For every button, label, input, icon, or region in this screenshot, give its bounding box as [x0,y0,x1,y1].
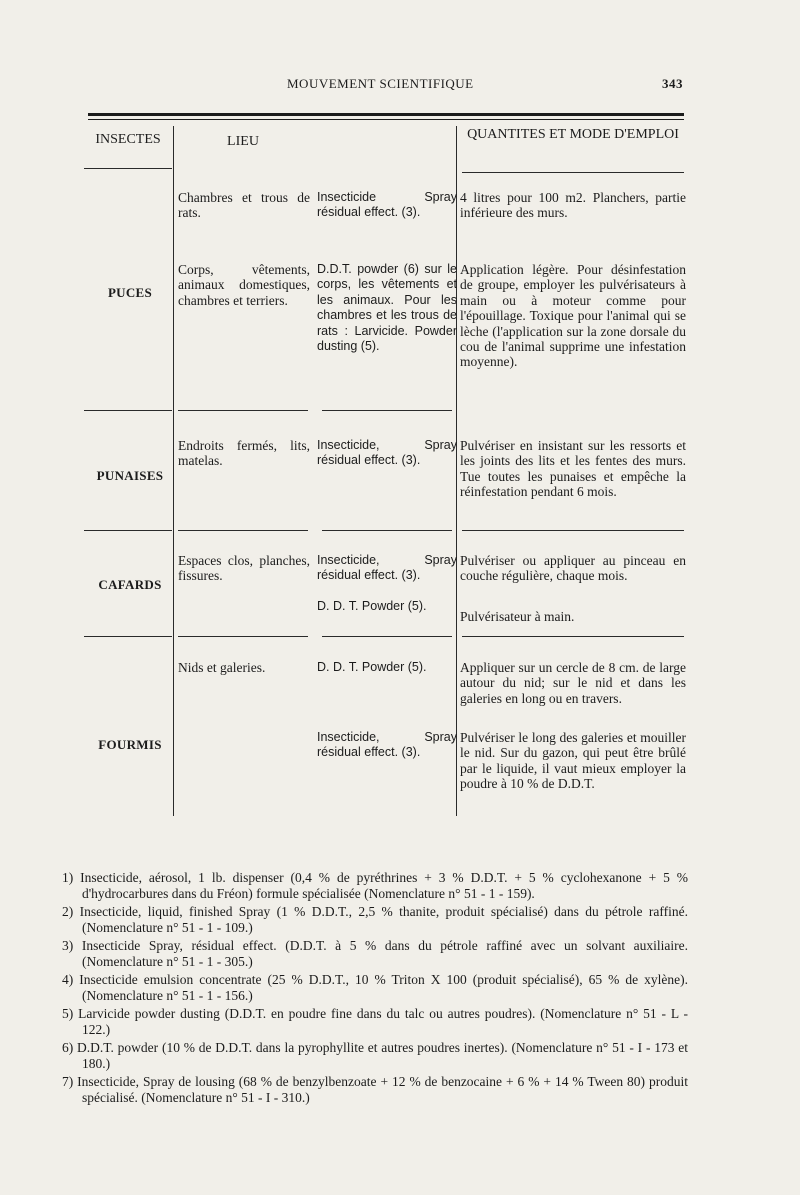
cell-produit: Insecticide, Spray résidual effect. (3). [317,553,457,583]
header-rule-thin [88,119,684,120]
cell-produit: Insecticide, Spray résidual effect. (3). [317,730,457,760]
footnote: 2) Insecticide, liquid, finished Spray (1 % D.D.T., 2,5 % thanite, produit spécialisé) dans du pétrole raffiné. (Nomenclature n° 51 - 1 - 109.) [62,904,688,935]
cell-lieu: Endroits fermés, lits, matelas. [178,438,310,469]
header-lieu: LIEU [227,134,259,149]
group-separator [84,410,172,411]
insect-label: CAFARDS [98,577,162,592]
group-separator [178,530,308,531]
footnote: 3) Insecticide Spray, résidual effect. (D.D.T. à 5 % dans du pétrole raffiné avec un solvant auxiliaire. (Nomenclature n° 51 - 1 - 305.) [62,938,688,969]
footnote: 5) Larvicide powder dusting (D.D.T. en poudre fine dans du talc ou autres poudres). (Nomenclature n° 51 - L - 122.) [62,1006,688,1037]
header-underline [84,168,172,169]
group-separator [322,530,452,531]
running-head-title: MOUVEMENT SCIENTIFIQUE [287,76,474,91]
cell-lieu: Nids et galeries. [178,660,266,675]
insect-label: PUCES [107,285,153,300]
footnote: 4) Insecticide emulsion concentrate (25 % D.D.T., 10 % Triton X 100 (produit spécialisé), 65 % de xylène). (Nomenclature n° 51 - 1 - 156.) [62,972,688,1003]
footnote: 6) D.D.T. powder (10 % de D.D.T. dans la pyrophyllite et autres poudres inertes). (Nomenclature n° 51 - I - 173 et 180.) [62,1040,688,1071]
cell-quantites: Appliquer sur un cercle de 8 cm. de large autour du nid; sur le nid et dans les galeries en long ou en travers. [460,660,686,706]
group-separator [84,636,172,637]
insect-label: PUNAISES [96,468,164,483]
cell-produit: Insecticide Spray résidual effect. (3). [317,190,457,220]
header-underline [462,172,684,173]
footnote: 7) Insecticide, Spray de lousing (68 % de benzylbenzoate + 12 % de benzocaine + 6 % + 14 % Tween 80) produit spécialisé. (Nomenclature n° 51 - I - 310.) [62,1074,688,1105]
page-number: 343 [662,76,683,91]
cell-produit: D. D. T. Powder (5). [317,660,427,674]
cell-quantites: Pulvérisateur à main. [460,609,575,624]
group-separator [462,530,684,531]
cell-quantites: 4 litres pour 100 m2. Planchers, partie inférieure des murs. [460,190,686,221]
cell-quantites: Application légère. Pour désinfestation de groupe, employer les pulvérisateurs à main ou à moteur comme pour l'épouillage. Toxique pour l'animal qui se lèche (l'application sur la zone dorsale du cou de l'animal supprime une infestation moyenne). [460,262,686,370]
cell-produit: D. D. T. Powder (5). [317,599,427,613]
footnotes [62,870,688,1108]
cell-produit: D.D.T. powder (6) sur le corps, les vêtements et les animaux. Pour les chambres et les trous de rats : Larvicide. Powder dusting (5). [317,262,457,354]
column-divider [173,126,174,816]
cell-lieu: Chambres et trous de rats. [178,190,310,221]
cell-quantites: Pulvériser ou appliquer au pinceau en couche régulière, chaque mois. [460,553,686,584]
footnote: 1) Insecticide, aérosol, 1 lb. dispenser (0,4 % de pyréthrines + 3 % D.D.T. + 5 % cyclohexanone + 5 % d'hydrocarbures dans du Fréon) formule spécialisée (Nomenclature n° 51 - 1 - 159). [62,870,688,901]
cell-produit: Insecticide, Spray résidual effect. (3). [317,438,457,468]
cell-quantites: Pulvériser le long des galeries et mouiller le nid. Sur du gazon, qui peut être brûlé par le liquide, il vaut mieux employer la poudre à 10 % de D.D.T. [460,730,686,792]
header-insectes: INSECTES [95,132,161,147]
header-quantites: QUANTITES ET MODE D'EMPLOI [467,127,679,142]
group-separator [178,636,308,637]
group-separator [84,530,172,531]
group-separator [178,410,308,411]
group-separator [462,636,684,637]
group-separator [322,410,452,411]
cell-lieu: Espaces clos, planches, fissures. [178,553,310,584]
insect-label: FOURMIS [98,737,162,752]
header-rule [88,113,684,116]
cell-quantites: Pulvériser en insistant sur les ressorts et les joints des lits et les fentes des murs. Tue toutes les punaises et empêche la réinfestation pendant 6 mois. [460,438,686,500]
group-separator [322,636,452,637]
column-divider [456,126,457,816]
cell-lieu: Corps, vêtements, animaux domestiques, chambres et terriers. [178,262,310,308]
